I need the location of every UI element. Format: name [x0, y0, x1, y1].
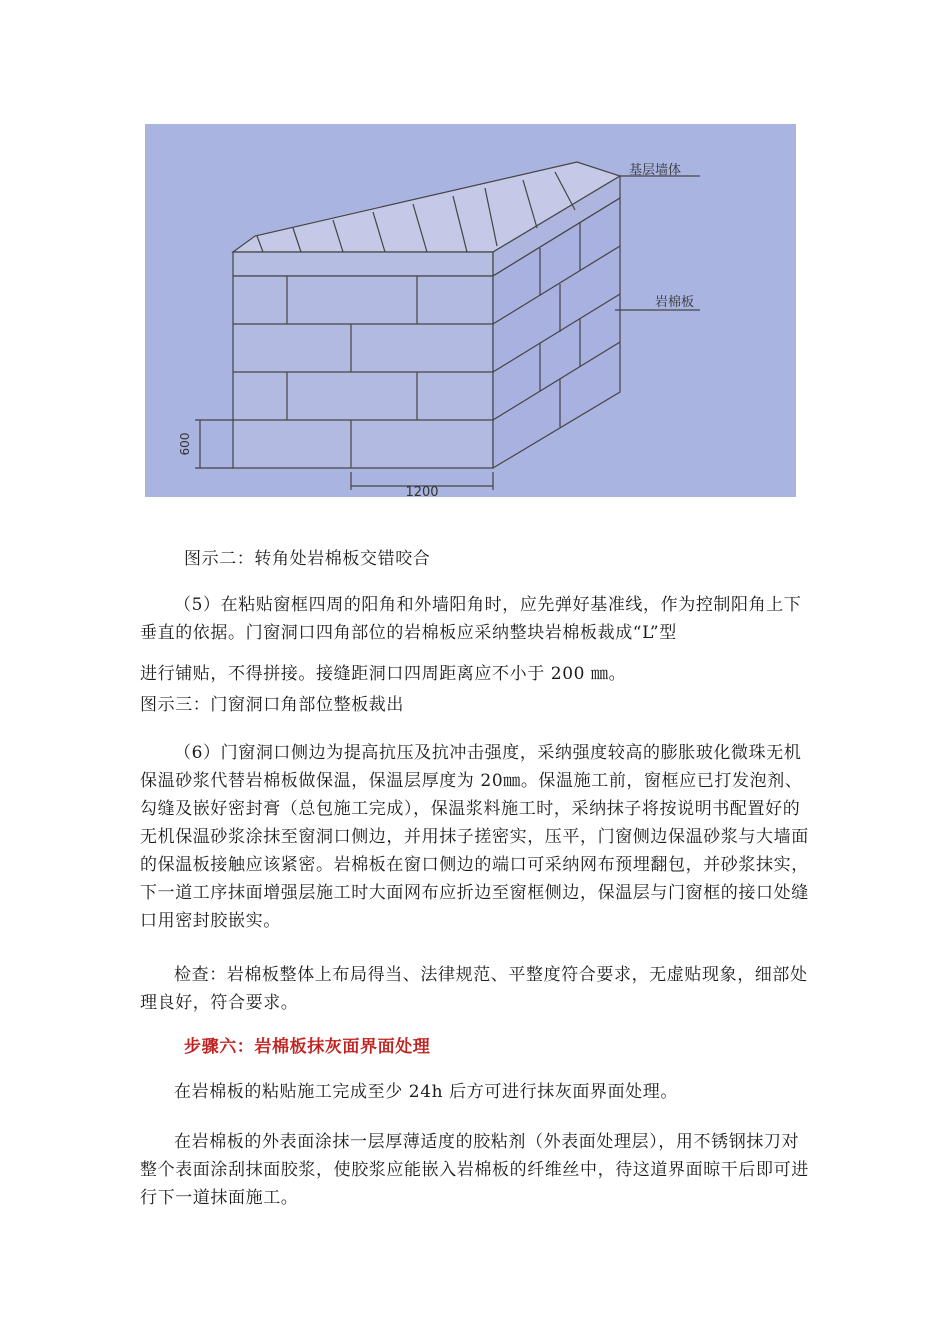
- step-6-heading: 步骤六：岩棉板抹灰面界面处理: [184, 1037, 431, 1057]
- paragraph-6: （6）门窗洞口侧边为提高抗压及抗冲击强度，采纳强度较高的膨胀玻化微珠无机保温砂浆代替岩棉板做保温，保温层厚度为 20㎜。保温施工前，窗框应已打发泡剂、勾缝及嵌好密封膏（总包施工完成），保温浆料施工时，采纳抹子将按说明书配置好的无机保温砂浆涂抹至窗洞口侧边，并用抹子搓密实，压平，门窗侧边保温砂浆与大墙面的保温板接触应该紧密。岩棉板在窗口侧边的端口可采纳网布预埋翻包，并砂浆抹实，下一道工序抹面增强层施工时大面网布应折边至窗框侧边，保温层与门窗框的接口处缝口用密封胶嵌实。: [140, 743, 809, 931]
- interface-paragraph-2: 在岩棉板的外表面涂抹一层厚薄适度的胶粘剂（外表面处理层），用不锈钢抹刀对整个表面涂刮抹面胶浆，使胶浆应能嵌入岩棉板的纤维丝中，待这道界面晾干后即可进行下一道抹面施工。: [140, 1132, 809, 1208]
- paragraph-5-part2: 进行铺贴，不得拼接。接缝距洞口四周距离应不小于 200 ㎜。: [140, 664, 627, 684]
- dimension-height: 600: [178, 432, 192, 456]
- label-rock-wool: 岩棉板: [655, 295, 695, 310]
- inspection-paragraph: 检查：岩棉板整体上布局得当、法律规范、平整度符合要求，无虚贴现象，细部处理良好，符合要求。: [140, 965, 808, 1013]
- caption-figure-2: 图示二：转角处岩棉板交错咬合: [184, 549, 431, 569]
- paragraph-5-part1: （5）在粘贴窗框四周的阳角和外墙阳角时，应先弹好基准线，作为控制阳角上下垂直的依据。门窗洞口四角部位的岩棉板应采纳整块岩棉板裁成“L”型: [140, 595, 802, 643]
- dimension-width: 1200: [405, 485, 439, 497]
- label-base-wall: 基层墙体: [629, 163, 682, 178]
- corner-diagram-svg: [145, 124, 796, 497]
- base-wall-front-edge: [233, 252, 493, 276]
- interface-paragraph-1: 在岩棉板的粘贴施工完成至少 24h 后方可进行抹灰面界面处理。: [174, 1082, 678, 1102]
- corner-diagram: [145, 124, 796, 497]
- caption-figure-3: 图示三：门窗洞口角部位整板裁出: [140, 695, 404, 715]
